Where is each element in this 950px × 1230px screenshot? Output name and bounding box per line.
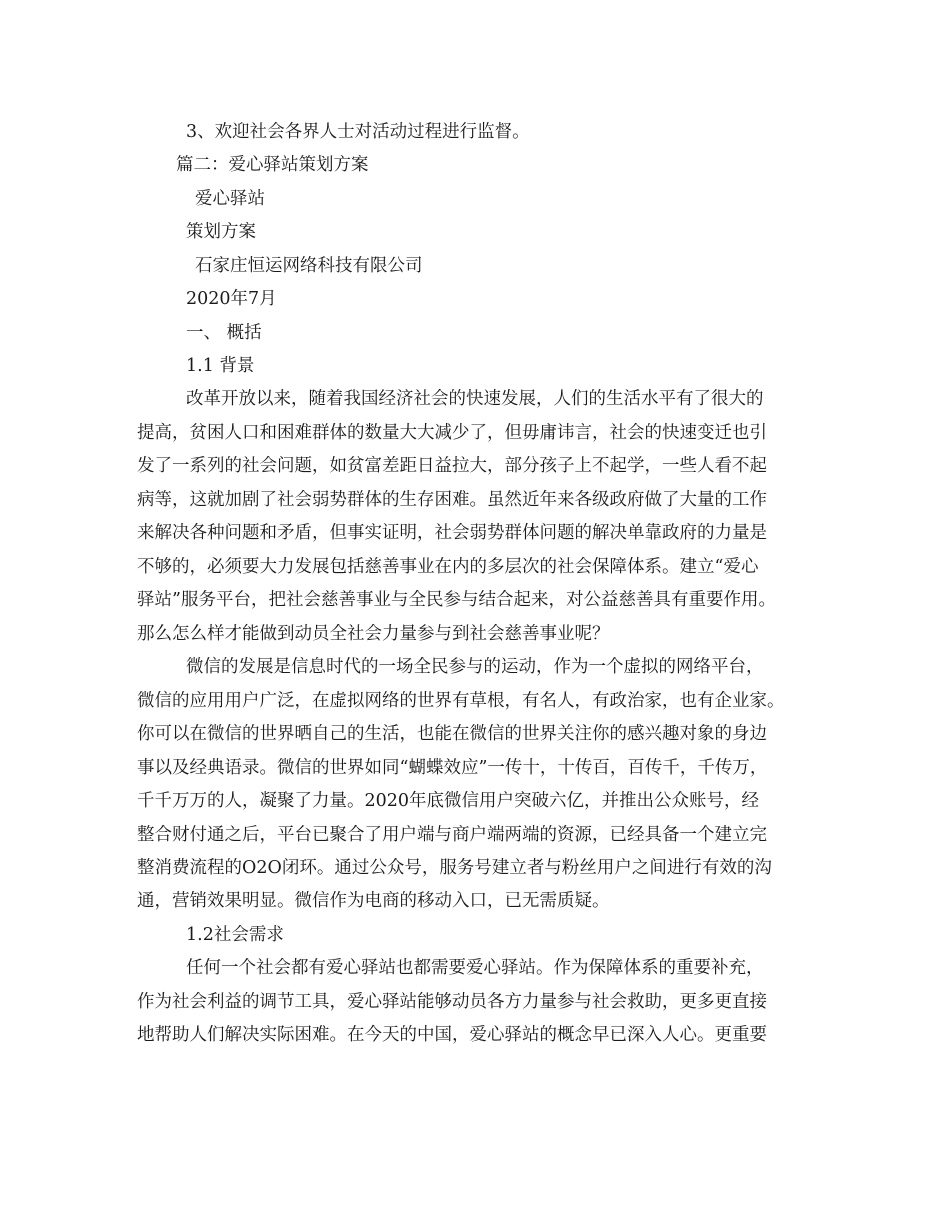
paragraph-line: 任何一个社会都有爱心驿站也都需要爱心驿站。作为保障体系的重要补充， xyxy=(186,958,764,978)
document-date: 2020年7月 xyxy=(186,289,277,309)
paragraph-line: 千千万万的人，凝聚了力量。2020年底微信用户突破六亿，并推出公众账号，经 xyxy=(137,791,760,811)
paragraph-line: 那么怎么样才能做到动员全社会力量参与到社会慈善事业呢？ xyxy=(137,624,610,644)
paragraph-line: 地帮助人们解决实际困难。在今天的中国，爱心驿站的概念早已深入人心。更重要 xyxy=(137,1025,767,1045)
list-item-3: 3、欢迎社会各界人士对活动过程进行监督。 xyxy=(186,122,530,142)
paragraph-line: 整消费流程的O2O闭环。通过公众号，服务号建立者与粉丝用户之间进行有效的沟 xyxy=(137,858,772,878)
paragraph-line: 微信的应用用户广泛，在虚拟网络的世界有草根，有名人，有政治家，也有企业家。 xyxy=(137,691,785,711)
section-heading: 篇二：爱心驿站策划方案 xyxy=(176,155,369,175)
company-name: 石家庄恒运网络科技有限公司 xyxy=(195,256,423,276)
paragraph-line: 事以及经典语录。微信的世界如同“蝴蝶效应”一传十，十传百，百传千，千传万， xyxy=(137,758,768,778)
chapter-heading: 一、 概括 xyxy=(186,323,262,343)
paragraph-line: 微信的发展是信息时代的一场全民参与的运动，作为一个虚拟的网络平台， xyxy=(186,657,764,677)
paragraph-line: 驿站”服务平台，把社会慈善事业与全民参与结合起来，对公益慈善具有重要作用。 xyxy=(137,590,776,610)
paragraph-line: 改革开放以来，随着我国经济社会的快速发展，人们的生活水平有了很大的 xyxy=(186,389,764,409)
paragraph-line: 不够的，必须要大力发展包括慈善事业在内的多层次的社会保障体系。建立“爱心 xyxy=(137,557,759,577)
cover-title: 爱心驿站 xyxy=(195,189,265,209)
paragraph-line: 你可以在微信的世界晒自己的生活，也能在微信的世界关注你的感兴趣对象的身边 xyxy=(137,724,767,744)
paragraph-line: 整合财付通之后，平台已聚合了用户端与商户端两端的资源，已经具备一个建立完 xyxy=(137,825,767,845)
paragraph-line: 作为社会利益的调节工具，爱心驿站能够动员各方力量参与社会救助，更多更直接 xyxy=(137,992,767,1012)
paragraph-line: 来解决各种问题和矛盾，但事实证明，社会弱势群体问题的解决单靠政府的力量是 xyxy=(137,523,767,543)
paragraph-line: 通，营销效果明显。微信作为电商的移动入口，已无需质疑。 xyxy=(137,891,610,911)
cover-subtitle: 策划方案 xyxy=(186,222,256,242)
paragraph-line: 病等，这就加剧了社会弱势群体的生存困难。虽然近年来各级政府做了大量的工作 xyxy=(137,490,767,510)
paragraph-line: 发了一系列的社会问题，如贫富差距日益拉大，部分孩子上不起学，一些人看不起 xyxy=(137,456,767,476)
subsection-heading: 1.1 背景 xyxy=(186,356,255,376)
paragraph-line: 提高，贫困人口和困难群体的数量大大减少了，但毋庸讳言，社会的快速变迁也引 xyxy=(137,423,767,443)
subsection-heading: 1.2社会需求 xyxy=(186,925,284,945)
